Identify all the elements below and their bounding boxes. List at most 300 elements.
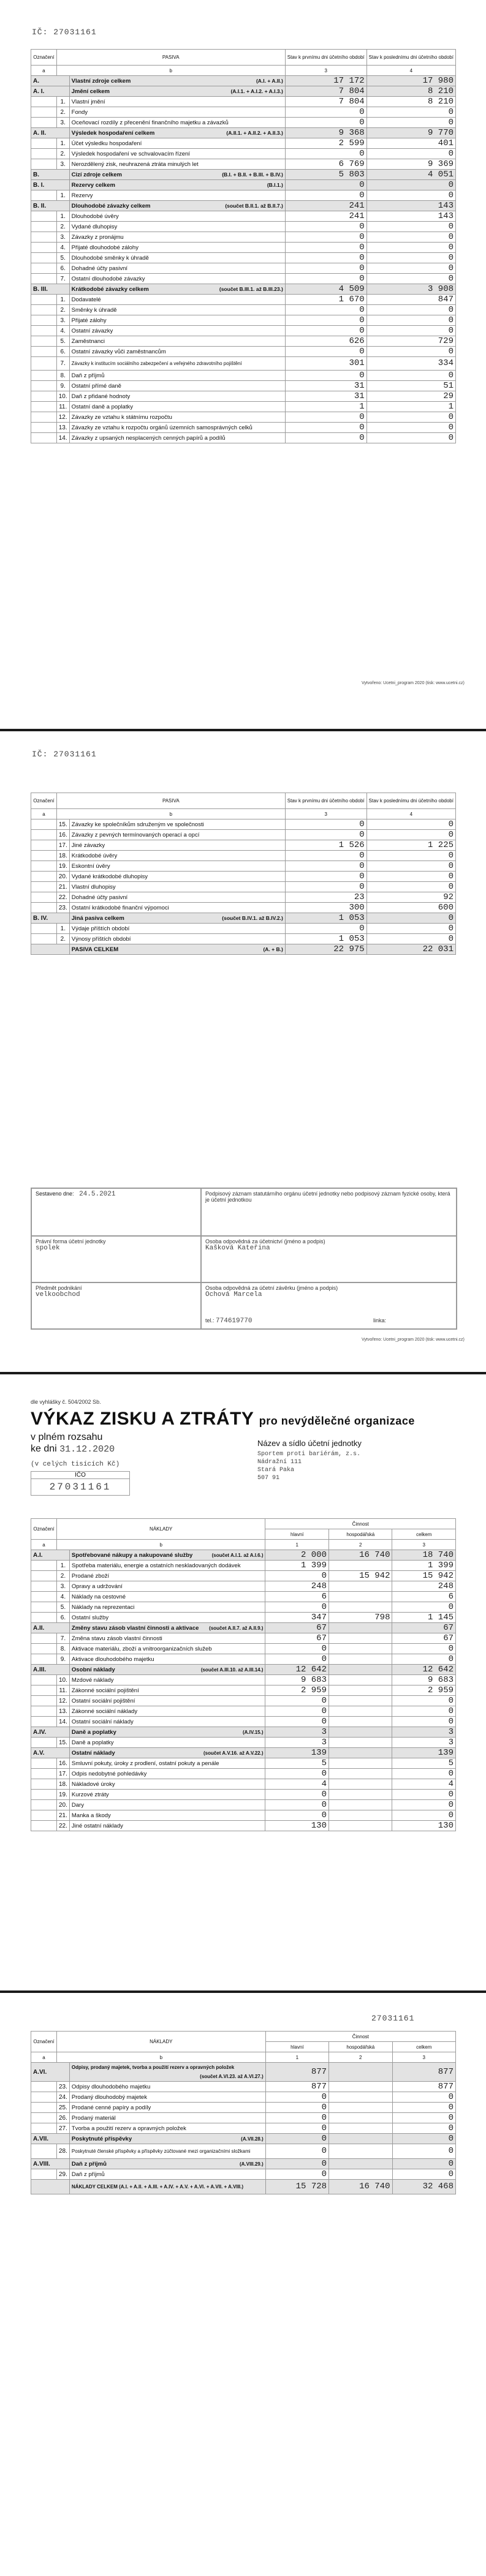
value-main: 0	[265, 2169, 328, 2180]
value-total: 4	[392, 1779, 456, 1790]
table-row	[31, 1613, 456, 1623]
table-row	[31, 170, 456, 180]
value-total: 1 145	[392, 1613, 456, 1623]
row-code: 2.	[56, 934, 69, 944]
row-label-text: Náklady na cestovné	[71, 1593, 126, 1600]
value-main: 2 000	[265, 1550, 329, 1561]
value-main: 0	[265, 1790, 329, 1800]
value-total: 0	[392, 2169, 456, 2180]
col-header-economic: hospodářská	[329, 2042, 392, 2052]
row-code-blank	[31, 903, 57, 913]
row-label-text: Jmění celkem	[71, 88, 110, 95]
value-col-2: 0	[366, 913, 455, 924]
value-total: 0	[392, 1602, 456, 1613]
row-code: A.III.	[31, 1665, 70, 1675]
row-code-blank	[31, 402, 57, 412]
firm-street: Nádražní 111	[257, 1459, 302, 1466]
value-col-1: 31	[285, 381, 366, 391]
row-label-text: Zaměstnanci	[71, 337, 105, 345]
value-total: 0	[392, 1644, 456, 1654]
row-code: 19.	[56, 861, 69, 872]
table-row	[31, 1571, 456, 1581]
row-code: 6.	[56, 263, 69, 274]
col-index-2: 2	[329, 2052, 392, 2063]
value-total: 18 740	[392, 1550, 456, 1561]
table-row	[31, 1581, 456, 1592]
value-col-1: 0	[285, 190, 366, 201]
row-formula: (B.I.1.)	[267, 181, 283, 188]
value-main: 0	[265, 2092, 328, 2103]
row-formula: (A.I. + A.II.)	[256, 77, 283, 84]
value-total: 877	[392, 2082, 456, 2092]
value-col-1: 31	[285, 391, 366, 402]
row-label	[69, 1654, 265, 1665]
row-label-text: Výsledek hospodaření celkem	[71, 129, 155, 137]
phone-label: tel.:	[205, 1317, 215, 1324]
row-code: 6.	[56, 347, 69, 357]
row-code: 13.	[56, 423, 69, 433]
row-formula: (součet B.III.1. až B.III.23.)	[219, 285, 283, 292]
value-col-2: 0	[366, 118, 455, 128]
row-code: 11.	[56, 402, 69, 412]
value-col-2: 8 210	[366, 97, 455, 107]
row-code-blank	[31, 1581, 57, 1592]
table-row	[31, 1550, 456, 1561]
row-code-blank	[31, 1810, 57, 1821]
row-code: 21.	[56, 1810, 69, 1821]
row-code-blank	[31, 211, 57, 222]
row-label	[69, 263, 285, 274]
row-label	[69, 1685, 265, 1696]
row-formula: (A.VIII.29.)	[239, 2161, 264, 2167]
value-economic	[329, 2063, 392, 2082]
row-code-blank	[31, 1779, 57, 1790]
row-formula: (součet A.III.10. až A.III.14.)	[200, 1666, 264, 1673]
row-code-blank	[31, 819, 57, 830]
row-code: 22.	[56, 892, 69, 903]
value-main: 0	[265, 2113, 328, 2123]
row-label-text: Jiná pasiva celkem	[71, 914, 124, 922]
row-label	[69, 934, 285, 944]
value-main: 9 683	[265, 1675, 329, 1685]
table-row	[31, 913, 456, 924]
value-main: 0	[265, 1602, 329, 1613]
value-col-2: 0	[366, 305, 455, 315]
row-code: A.IV.	[31, 1727, 70, 1738]
row-label-text: Ostatní daně a poplatky	[71, 403, 133, 410]
col-index-1: 1	[265, 1540, 329, 1550]
table-row	[31, 357, 456, 371]
table-row	[31, 2169, 456, 2180]
value-main: 0	[265, 2123, 328, 2134]
row-label	[69, 295, 285, 305]
value-col-1: 0	[285, 861, 366, 872]
row-code-blank	[31, 840, 57, 851]
row-label	[69, 1675, 265, 1685]
value-main: 1 399	[265, 1561, 329, 1571]
value-total: 0	[392, 2123, 456, 2134]
value-col-2: 143	[366, 201, 455, 211]
value-col-1: 6 769	[285, 159, 366, 170]
value-main: 5	[265, 1758, 329, 1769]
value-col-2: 0	[366, 326, 455, 336]
row-label-text: PASIVA CELKEM	[71, 946, 119, 953]
value-col-2: 0	[366, 924, 455, 934]
row-code-blank	[31, 263, 57, 274]
row-code: 23.	[56, 903, 69, 913]
value-economic	[329, 2134, 392, 2144]
value-main: 67	[265, 1633, 329, 1644]
row-code: 5.	[56, 1602, 69, 1613]
row-code: 3.	[56, 232, 69, 243]
value-total: 877	[392, 2063, 456, 2082]
value-economic	[328, 1592, 392, 1602]
table-row	[31, 253, 456, 263]
value-col-1: 0	[285, 819, 366, 830]
page-profit-loss-1	[0, 1374, 486, 1990]
table-row	[31, 1665, 456, 1675]
value-total: 248	[392, 1581, 456, 1592]
value-col-1: 1 053	[285, 913, 366, 924]
value-total: 0	[392, 2159, 456, 2169]
row-code-blank	[31, 1706, 57, 1717]
value-col-2: 1 225	[366, 840, 455, 851]
value-total: 67	[392, 1623, 456, 1633]
row-label-text: Závazky ze vztahu k rozpočtu orgánů územních samosprávných celků	[71, 424, 252, 431]
row-code: 17.	[56, 1769, 69, 1779]
value-col-2: 0	[366, 433, 455, 443]
page-balance-liabilities-1	[0, 0, 486, 729]
row-label	[69, 2180, 265, 2194]
accountant-label: Osoba odpovědná za účetnictví (jméno a podpis)	[205, 1238, 325, 1245]
row-label	[69, 2144, 265, 2159]
col-header-economic: hospodářská	[328, 1529, 392, 1540]
col-index-1: 1	[265, 2052, 328, 2063]
table-row	[31, 391, 456, 402]
value-economic	[328, 1748, 392, 1758]
value-total: 3	[392, 1727, 456, 1738]
value-economic	[328, 1821, 392, 1831]
row-code-blank	[31, 347, 57, 357]
business-subject-value: velkoobchod	[36, 1291, 80, 1298]
row-code: 2.	[56, 107, 69, 118]
table-row	[31, 872, 456, 882]
row-label	[69, 253, 285, 263]
value-col-2: 9 770	[366, 128, 455, 138]
table-row	[31, 2144, 456, 2159]
value-col-2: 0	[366, 423, 455, 433]
row-label-text: Směnky k úhradě	[71, 306, 117, 314]
table-row	[31, 243, 456, 253]
value-col-2: 0	[366, 107, 455, 118]
row-label	[69, 423, 285, 433]
row-code: 7.	[56, 1633, 69, 1644]
value-main: 0	[265, 2103, 328, 2113]
firm-name: Sportem proti bariérám, z.s.	[257, 1451, 361, 1458]
row-label-text: Daň z příjmů	[71, 2160, 107, 2167]
row-code-blank	[31, 2103, 57, 2113]
row-code-blank	[31, 1602, 57, 1613]
row-code: A. II.	[31, 128, 70, 138]
accountant-cell	[201, 1236, 457, 1282]
value-economic	[328, 1633, 392, 1644]
costs-table-1	[31, 1518, 456, 1831]
value-total: 12 642	[392, 1665, 456, 1675]
row-code-blank	[31, 1758, 57, 1769]
value-col-2: 0	[366, 882, 455, 892]
row-code: 28.	[56, 2144, 69, 2159]
table-row	[31, 371, 456, 381]
row-label	[69, 2123, 265, 2134]
row-code-blank	[31, 1696, 57, 1706]
col-header-total: celkem	[392, 2042, 456, 2052]
page-profit-loss-2	[0, 1993, 486, 2576]
row-label-text: Výnosy příštích období	[71, 935, 131, 943]
signature-block	[31, 1188, 457, 1330]
row-label-text: Dary	[71, 1801, 84, 1809]
row-code: B. III.	[31, 284, 70, 295]
value-main: 0	[265, 1800, 329, 1810]
row-label-text: Cizí zdroje celkem	[71, 171, 123, 178]
value-col-1: 626	[285, 336, 366, 347]
row-formula: (A.II.1. + A.II.2. + A.II.3.)	[226, 129, 283, 136]
value-col-2: 0	[366, 222, 455, 232]
row-code-blank	[31, 412, 57, 423]
value-col-1: 0	[285, 433, 366, 443]
value-col-1: 0	[285, 851, 366, 861]
row-code: 7.	[56, 274, 69, 284]
row-formula: (součet B.II.1. až B.II.7.)	[225, 202, 283, 209]
row-label-text: Odpisy dlouhodobého majetku	[71, 2083, 151, 2090]
row-label-text: NÁKLADY CELKEM (A.I. + A.II. + A.III. + A.IV. + A.V. + A.VI. + A.VII. + A.VIII.)	[71, 2184, 244, 2190]
row-code-blank	[31, 222, 57, 232]
row-code-blank	[31, 1613, 57, 1623]
table-row	[31, 2123, 456, 2134]
value-total: 0	[392, 1810, 456, 1821]
row-label-text: Oceňovací rozdíly z přecenění finančního majetku a závazků	[71, 119, 229, 126]
table-row	[31, 1727, 456, 1738]
row-code: 16.	[56, 1758, 69, 1769]
row-label-text: Ostatní náklady	[71, 1749, 115, 1757]
value-col-2: 729	[366, 336, 455, 347]
table-row	[31, 1738, 456, 1748]
value-col-1: 0	[285, 107, 366, 118]
table-row	[31, 2113, 456, 2123]
extension-label: linka:	[373, 1317, 387, 1324]
row-label-text: Závazky z pevných termínovaných operací a opcí	[71, 831, 200, 838]
row-label	[69, 913, 285, 924]
col-index-a: a	[31, 809, 57, 819]
value-col-2: 847	[366, 295, 455, 305]
row-label	[69, 1665, 265, 1675]
value-economic	[329, 2123, 392, 2134]
value-col-2: 0	[366, 851, 455, 861]
value-col-2: 17 980	[366, 76, 455, 86]
table-row	[31, 819, 456, 830]
row-label	[69, 371, 285, 381]
table-row	[31, 830, 456, 840]
row-label	[69, 284, 285, 295]
value-col-1: 0	[285, 924, 366, 934]
table-row	[31, 86, 456, 97]
row-code-blank	[31, 97, 57, 107]
row-code: A.II.	[31, 1623, 70, 1633]
value-main: 3	[265, 1738, 329, 1748]
row-code: 5.	[56, 253, 69, 263]
row-code-blank	[31, 1790, 57, 1800]
row-label-text: Daň z příjmů	[71, 2171, 105, 2178]
value-economic	[328, 1644, 392, 1654]
table-row	[31, 190, 456, 201]
report-scope: v plném rozsahu	[31, 1432, 103, 1442]
row-code: 24.	[56, 2092, 69, 2103]
row-label	[69, 851, 285, 861]
statutory-signature-cell	[201, 1188, 457, 1236]
value-economic	[329, 2103, 392, 2113]
row-label-text: Změna stavu zásob vlastní činnosti	[71, 1635, 162, 1642]
row-code: 1.	[56, 924, 69, 934]
value-total: 0	[392, 2144, 456, 2159]
value-col-1: 22 975	[285, 944, 366, 955]
row-label-text: Ostatní sociální pojištění	[71, 1697, 135, 1704]
row-code: A.I.	[31, 1550, 70, 1561]
value-economic	[328, 1675, 392, 1685]
table-row	[31, 840, 456, 851]
row-code: 29.	[56, 2169, 69, 2180]
row-code-blank	[31, 190, 57, 201]
row-code-blank	[31, 830, 57, 840]
row-code: 1.	[56, 211, 69, 222]
row-label-text: Změny stavu zásob vlastní činnosti a aktivace	[71, 1624, 199, 1632]
row-label	[69, 1644, 265, 1654]
row-code-blank	[31, 232, 57, 243]
value-main: 3	[265, 1727, 329, 1738]
table-row	[31, 1748, 456, 1758]
table-row	[31, 1758, 456, 1769]
value-economic	[328, 1602, 392, 1613]
row-label-text: Ostatní krátkodobé finanční výpomoci	[71, 904, 169, 911]
ico-header: IČ: 27031161	[32, 28, 97, 37]
value-economic	[329, 2169, 392, 2180]
row-code: 27.	[56, 2123, 69, 2134]
table-row	[31, 2134, 456, 2144]
value-col-2: 29	[366, 391, 455, 402]
value-economic: 16 740	[329, 2180, 392, 2194]
table-row	[31, 903, 456, 913]
value-col-1: 0	[285, 830, 366, 840]
row-code: 18.	[56, 1779, 69, 1790]
row-code-blank	[31, 1644, 57, 1654]
value-economic	[328, 1561, 392, 1571]
table-row	[31, 326, 456, 336]
row-code: 1.	[56, 1561, 69, 1571]
value-total: 67	[392, 1633, 456, 1644]
row-label	[69, 830, 285, 840]
row-label-text: Dodavatelé	[71, 296, 101, 303]
statutory-signature-label: Podpisový záznam statutárního orgánu účetní jednotky nebo podpisový záznam fyzické osoby, která je účetní jednotkou	[205, 1191, 450, 1203]
row-label-text: Vydané krátkodobé dluhopisy	[71, 873, 148, 880]
row-code-blank	[31, 243, 57, 253]
row-code: 1.	[56, 190, 69, 201]
report-title-suffix: pro nevýdělečné organizace	[259, 1415, 415, 1427]
value-main: 139	[265, 1748, 329, 1758]
row-label	[69, 180, 285, 190]
table-row	[31, 201, 456, 211]
value-economic	[329, 2144, 392, 2159]
row-code-blank	[31, 326, 57, 336]
value-economic: 798	[328, 1613, 392, 1623]
table-row	[31, 336, 456, 347]
value-economic	[328, 1696, 392, 1706]
col-index-b: b	[56, 1540, 265, 1550]
row-label-text: Manka a škody	[71, 1812, 111, 1819]
value-col-1: 4 509	[285, 284, 366, 295]
row-label-text: Krátkodobé úvěry	[71, 852, 118, 859]
row-code: 3.	[56, 315, 69, 326]
row-label	[69, 1592, 265, 1602]
row-label	[69, 1613, 265, 1623]
table-row	[31, 315, 456, 326]
row-code-blank	[31, 934, 57, 944]
table-row	[31, 1790, 456, 1800]
row-code-blank	[31, 1769, 57, 1779]
value-col-2: 0	[366, 347, 455, 357]
value-col-1: 300	[285, 903, 366, 913]
value-economic	[329, 2113, 392, 2123]
row-label	[69, 222, 285, 232]
ico-label: IČO	[31, 1472, 129, 1479]
row-label	[69, 1821, 265, 1831]
row-code-blank	[31, 2113, 57, 2123]
value-col-1: 7 804	[285, 86, 366, 97]
col-header-oznaceni: Označení	[31, 50, 57, 66]
compiled-date-cell	[31, 1188, 201, 1236]
value-main: 0	[265, 2144, 328, 2159]
row-label-text: Prodané zboží	[71, 1572, 110, 1580]
value-col-2: 0	[366, 819, 455, 830]
table-row	[31, 924, 456, 934]
col-index-b: b	[56, 66, 285, 76]
value-col-1: 7 804	[285, 97, 366, 107]
phone-value: 774619770	[216, 1317, 252, 1325]
row-formula: (A.VII.28.)	[241, 2136, 264, 2142]
row-label-text: Opravy a udržování	[71, 1583, 123, 1590]
col-header-cinnost: Činnost	[265, 2032, 455, 2042]
value-economic	[329, 2082, 392, 2092]
col-index-4: 4	[366, 66, 455, 76]
table-row	[31, 851, 456, 861]
row-label-text: Mzdové náklady	[71, 1676, 114, 1684]
col-header-pasiva: PASIVA	[56, 50, 285, 66]
value-col-2: 92	[366, 892, 455, 903]
row-label	[69, 86, 285, 97]
ico-box	[31, 1471, 130, 1496]
col-index-b: b	[56, 809, 285, 819]
value-col-2: 0	[366, 934, 455, 944]
row-code: B.	[31, 170, 70, 180]
row-label	[69, 2092, 265, 2103]
value-col-1: 0	[285, 243, 366, 253]
table-row	[31, 138, 456, 149]
row-label-text: Ostatní závazky vůči zaměstnancům	[71, 348, 166, 355]
row-code: 20.	[56, 1800, 69, 1810]
row-label-text: Závazky k institucím sociálního zabezpečení a veřejného zdravotního pojištění	[71, 361, 242, 366]
row-code: 3.	[56, 159, 69, 170]
col-index-2: 2	[328, 1540, 392, 1550]
col-index-3: 3	[285, 66, 366, 76]
row-code-blank	[31, 861, 57, 872]
row-code: 22.	[56, 1821, 69, 1831]
